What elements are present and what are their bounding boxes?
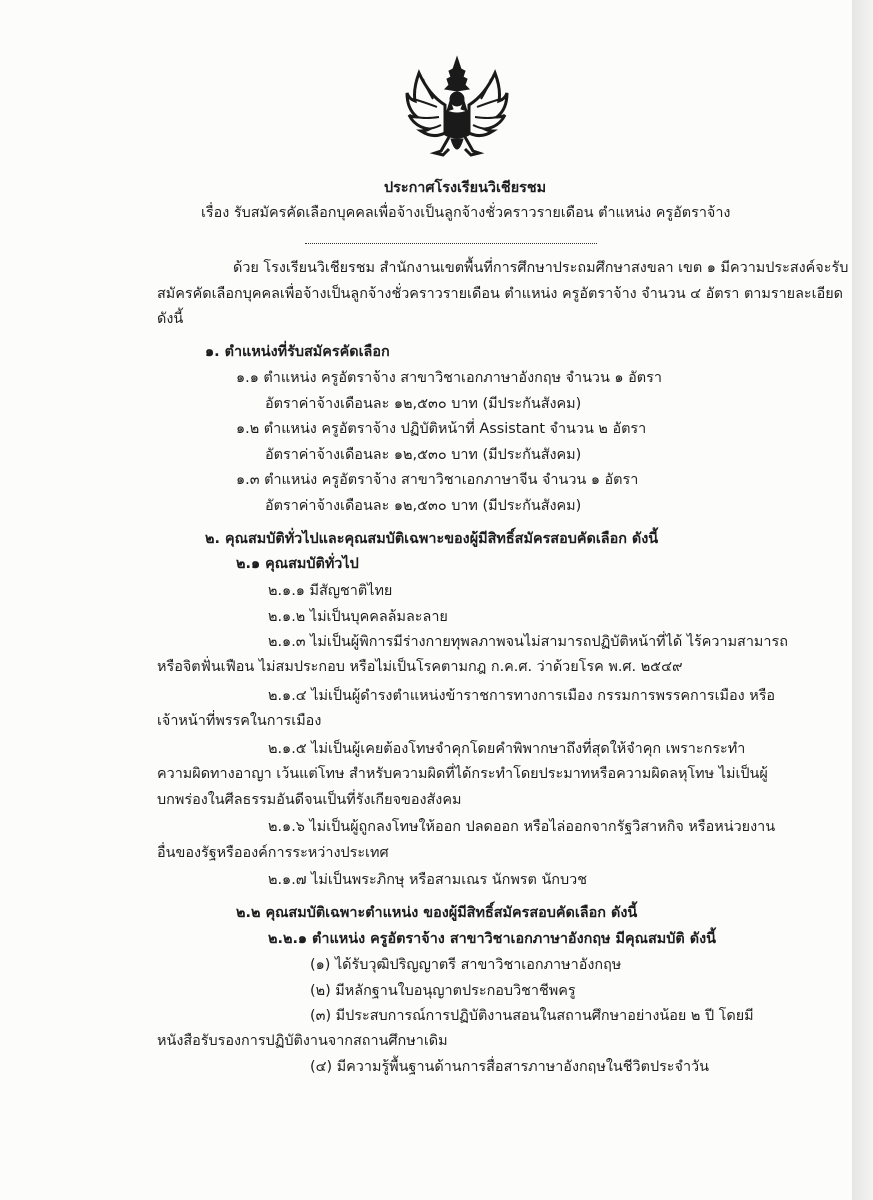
position-wage: อัตราค่าจ้างเดือนละ ๑๒,๕๓๐ บาท (มีประกันสังคม) <box>265 447 582 463</box>
dotted-divider <box>305 243 597 244</box>
qualification-item: อื่นของรัฐหรือองค์การระหว่างประเทศ <box>157 845 389 861</box>
qualification-item: เจ้าหน้าที่พรรคในการเมือง <box>157 713 322 729</box>
intro-line: สมัครคัดเลือกบุคคลเพื่อจ้างเป็นลูกจ้างชั่วคราวรายเดือน ตำแหน่ง ครูอัตราจ้าง จำนวน ๔ อัตรา ตามรายละเอียด <box>157 286 843 302</box>
position-item: ๑.๑ ตำแหน่ง ครูอัตราจ้าง สาขาวิชาเอกภาษาอังกฤษ จำนวน ๑ อัตรา <box>236 370 662 386</box>
document-title: ประกาศโรงเรียนวิเชียรชม <box>384 180 547 196</box>
section-2-2-1-heading: ๒.๒.๑ ตำแหน่ง ครูอัตราจ้าง สาขาวิชาเอกภาษาอังกฤษ มีคุณสมบัติ ดังนี้ <box>268 931 716 947</box>
qualification-item: ความผิดทางอาญา เว้นแต่โทษ สำหรับความผิดที่ได้กระทำโดยประมาทหรือความผิดลหุโทษ ไม่เป็นผู้ <box>157 766 768 782</box>
section-2-2-heading: ๒.๒ คุณสมบัติเฉพาะตำแหน่ง ของผู้มีสิทธิ์สมัครสอบคัดเลือก ดังนี้ <box>236 905 638 921</box>
position-item: ๑.๓ ตำแหน่ง ครูอัตราจ้าง สาขาวิชาเอกภาษาจีน จำนวน ๑ อัตรา <box>236 472 639 488</box>
qualification-item: ๒.๑.๔ ไม่เป็นผู้ดำรงตำแหน่งข้าราชการทางการเมือง กรรมการพรรคการเมือง หรือ <box>268 688 776 704</box>
qualification-item: บกพร่องในศีลธรรมอันดีจนเป็นที่รังเกียจของสังคม <box>157 792 462 808</box>
position-wage: อัตราค่าจ้างเดือนละ ๑๒,๕๓๐ บาท (มีประกันสังคม) <box>265 396 582 412</box>
specific-qualification-item: (๑) ได้รับวุฒิปริญญาตรี สาขาวิชาเอกภาษาอังกฤษ <box>310 957 622 973</box>
section-2-heading: ๒. คุณสมบัติทั่วไปและคุณสมบัติเฉพาะของผู้มีสิทธิ์สมัครสอบคัดเลือก ดังนี้ <box>205 531 659 547</box>
section-1-heading: ๑. ตำแหน่งที่รับสมัครคัดเลือก <box>205 344 390 360</box>
position-wage: อัตราค่าจ้างเดือนละ ๑๒,๕๓๐ บาท (มีประกันสังคม) <box>265 498 582 514</box>
document-subject: เรื่อง รับสมัครคัดเลือกบุคคลเพื่อจ้างเป็นลูกจ้างชั่วคราวรายเดือน ตำแหน่ง ครูอัตราจ้าง <box>201 205 731 221</box>
specific-qualification-item: (๔) มีความรู้พื้นฐานด้านการสื่อสารภาษาอังกฤษในชีวิตประจำวัน <box>310 1059 709 1075</box>
qualification-item: ๒.๑.๑ มีสัญชาติไทย <box>268 583 393 599</box>
scan-edge <box>852 0 873 1200</box>
qualification-item: ๒.๑.๗ ไม่เป็นพระภิกษุ หรือสามเณร นักพรต นักบวช <box>268 872 587 888</box>
intro-line: ด้วย โรงเรียนวิเชียรชม สำนักงานเขตพื้นที่การศึกษาประถมศึกษาสงขลา เขต ๑ มีความประสงค์จะรับ <box>233 260 849 276</box>
qualification-item: ๒.๑.๕ ไม่เป็นผู้เคยต้องโทษจำคุกโดยคำพิพากษาถึงที่สุดให้จำคุก เพราะกระทำ <box>268 741 746 757</box>
qualification-item: ๒.๑.๖ ไม่เป็นผู้ถูกลงโทษให้ออก ปลดออก หรือไล่ออกจากรัฐวิสาหกิจ หรือหน่วยงาน <box>268 819 776 835</box>
section-2-1-heading: ๒.๑ คุณสมบัติทั่วไป <box>236 556 359 572</box>
intro-line: ดังนี้ <box>157 311 184 327</box>
specific-qualification-item: หนังสือรับรองการปฏิบัติงานจากสถานศึกษาเดิม <box>157 1033 448 1049</box>
qualification-item: ๒.๑.๓ ไม่เป็นผู้พิการมีร่างกายทุพลภาพจนไม่สามารถปฏิบัติหน้าที่ได้ ไร้ความสามารถ <box>268 634 788 650</box>
qualification-item: ๒.๑.๒ ไม่เป็นบุคคลล้มละลาย <box>268 609 448 625</box>
garuda-emblem <box>403 55 511 163</box>
specific-qualification-item: (๒) มีหลักฐานใบอนุญาตประกอบวิชาชีพครู <box>310 983 576 999</box>
qualification-item: หรือจิตฟั่นเฟือน ไม่สมประกอบ หรือไม่เป็นโรคตามกฎ ก.ค.ศ. ว่าด้วยโรค พ.ศ. ๒๕๔๙ <box>157 659 683 675</box>
position-item: ๑.๒ ตำแหน่ง ครูอัตราจ้าง ปฏิบัติหน้าที่ Assistant จำนวน ๒ อัตรา <box>236 421 647 437</box>
specific-qualification-item: (๓) มีประสบการณ์การปฏิบัติงานสอนในสถานศึกษาอย่างน้อย ๒ ปี โดยมี <box>310 1008 754 1024</box>
